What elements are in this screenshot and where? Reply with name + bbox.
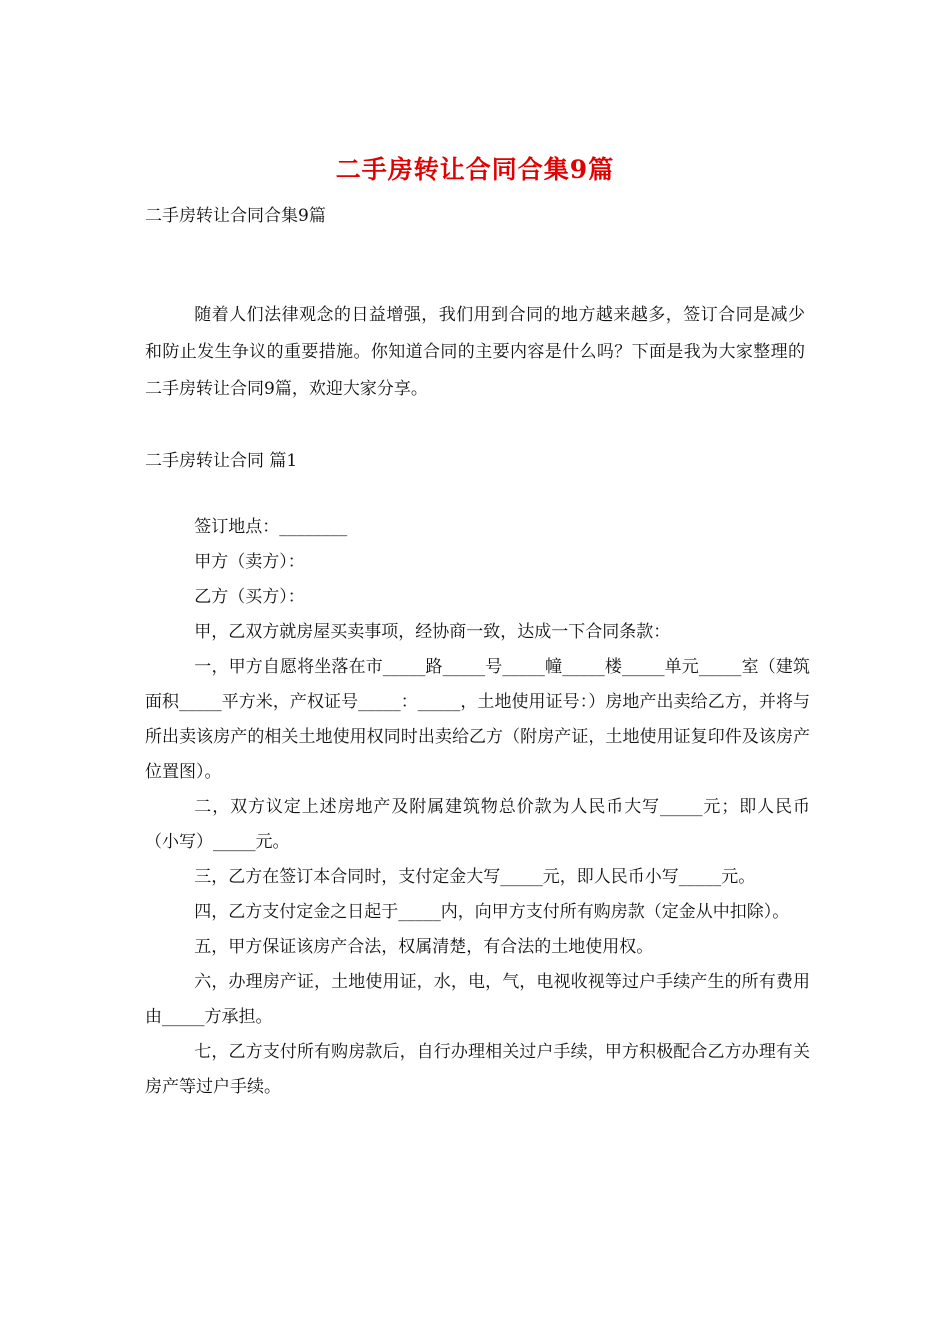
- document-title: 二手房转让合同合集9篇: [335, 155, 615, 184]
- contract-body: [145, 510, 810, 1105]
- clause-1: 一，甲方自愿将坐落在市_____路_____号_____幢_____楼_____单元_____室（建筑面积_____平方米，产权证号_____：_____，土地使用证号：）房地产出卖给乙方，并将与所出卖该房产的相关土地使用权同时出卖给乙方（附房产证，土地使用证复印件及该房产位置图）。: [145, 657, 810, 782]
- clause-6: 六，办理房产证，土地使用证，水，电，气，电视收视等过户手续产生的所有费用由_____方承担。: [145, 972, 810, 1027]
- clause-2: 二，双方议定上述房地产及附属建筑物总价款为人民币大写_____元；即人民币（小写）_____元。: [145, 797, 810, 852]
- clause-4: 四，乙方支付定金之日起于_____内，向甲方支付所有购房款（定金从中扣除）。: [194, 902, 790, 922]
- document-subtitle: 二手房转让合同合集9篇: [145, 206, 326, 226]
- clause-signing-place: 签订地点：________: [194, 517, 348, 537]
- clause-agreement-intro: 甲，乙双方就房屋买卖事项，经协商一致，达成一下合同条款：: [194, 622, 671, 642]
- clause-7: 七，乙方支付所有购房款后，自行办理相关过户手续，甲方积极配合乙方办理有关房产等过户手续。: [145, 1042, 810, 1097]
- clause-3: 三，乙方在签订本合同时，支付定金大写_____元，即人民币小写_____元。: [194, 867, 756, 887]
- clause-party-a: 甲方（卖方）：: [194, 552, 305, 572]
- clause-party-b: 乙方（买方）：: [194, 587, 305, 607]
- section-heading: 二手房转让合同 篇1: [145, 451, 298, 471]
- clause-5: 五，甲方保证该房产合法，权属清楚，有合法的土地使用权。: [194, 937, 654, 957]
- intro-paragraph: 随着人们法律观念的日益增强，我们用到合同的地方越来越多，签订合同是减少和防止发生争议的重要措施。你知道合同的主要内容是什么吗？下面是我为大家整理的二手房转让合同9篇，欢迎大家分享。: [145, 305, 805, 399]
